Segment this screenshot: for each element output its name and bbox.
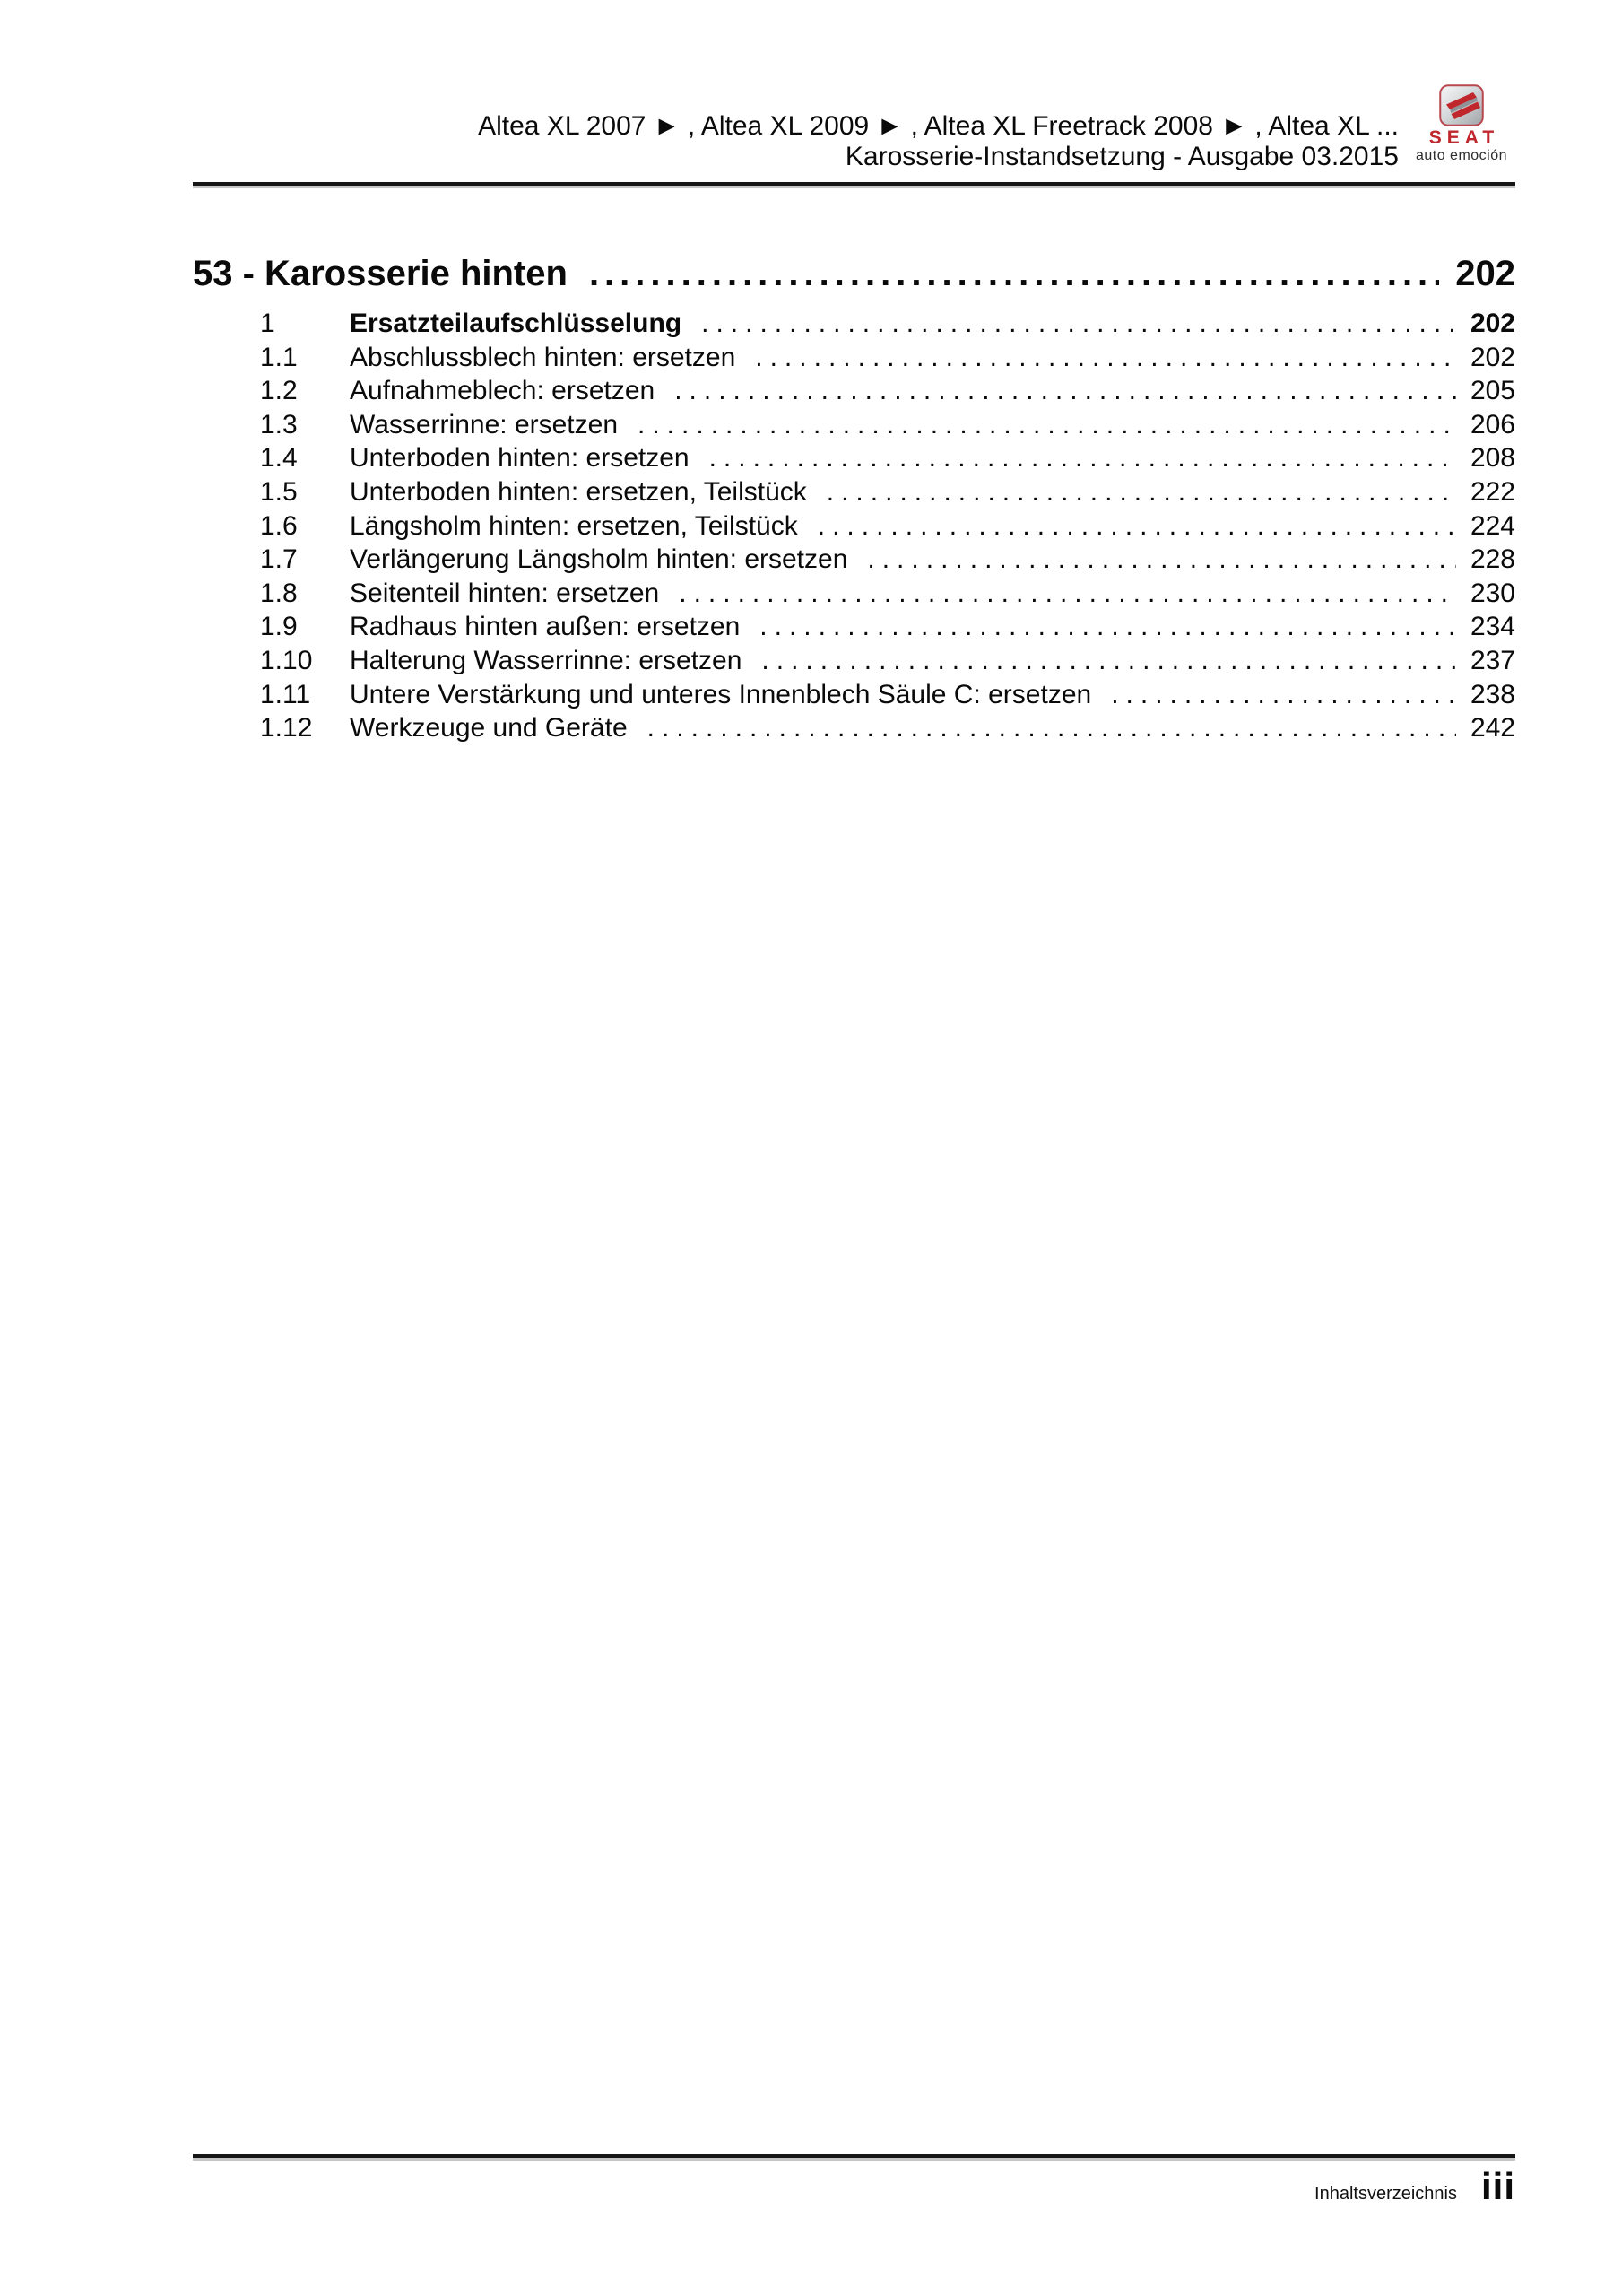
toc-entry-list — [193, 307, 1515, 745]
entry-page-number: 224 — [1470, 510, 1515, 541]
seat-badge-icon — [1439, 84, 1484, 126]
entry-title: Seitenteil hinten: ersetzen — [350, 578, 660, 608]
entry-number: 1.2 — [260, 376, 298, 406]
page-header — [193, 111, 1399, 172]
entry-number: 1 — [260, 309, 275, 338]
entry-title: Verlängerung Längsholm hinten: ersetzen — [350, 544, 848, 575]
entry-number: 1.12 — [260, 713, 313, 744]
dot-leader — [867, 543, 1456, 577]
toc-entry-row[interactable] — [193, 307, 1515, 341]
dot-leader — [761, 644, 1456, 678]
dot-leader — [709, 441, 1456, 475]
footer-page-number: iii — [1480, 2165, 1515, 2207]
entry-number: 1.3 — [260, 409, 298, 439]
page-footer — [193, 2165, 1515, 2208]
entry-number: 1.7 — [260, 544, 298, 575]
entry-title: Unterboden hinten: ersetzen, Teilstück — [350, 476, 807, 507]
entry-title: Radhaus hinten außen: ersetzen — [350, 612, 741, 642]
entry-number: 1.11 — [260, 679, 311, 709]
entry-page-number: 206 — [1470, 409, 1515, 439]
footer-rule — [193, 2154, 1515, 2158]
entry-title: Untere Verstärkung und unteres Innenblech Säule C: ersetzen — [350, 679, 1092, 709]
footer-label: Inhaltsverzeichnis — [1314, 2184, 1457, 2204]
toc-entry-row[interactable] — [193, 374, 1515, 408]
entry-page-number: 228 — [1470, 544, 1515, 575]
entry-number: 1.10 — [260, 645, 313, 675]
dot-leader — [755, 341, 1456, 375]
header-subtitle-line: Karosserie-Instandsetzung - Ausgabe 03.2015 — [845, 142, 1399, 171]
toc-entry-row[interactable] — [193, 509, 1515, 544]
chapter-page-number: 202 — [1455, 254, 1515, 293]
entry-page-number: 202 — [1470, 342, 1515, 372]
dot-leader — [1111, 678, 1456, 712]
entry-number: 1.8 — [260, 578, 298, 608]
toc-entry-row[interactable] — [193, 543, 1515, 577]
entry-page-number: 208 — [1470, 443, 1515, 474]
dot-leader — [818, 509, 1456, 544]
entry-title: Werkzeuge und Geräte — [350, 713, 628, 744]
toc-chapter-row[interactable] — [193, 253, 1515, 294]
entry-title: Unterboden hinten: ersetzen — [350, 443, 690, 474]
chapter-title: 53 - Karosserie hinten — [193, 254, 568, 293]
entry-title: Aufnahmeblech: ersetzen — [350, 376, 655, 406]
toc-entry-row[interactable] — [193, 441, 1515, 475]
dot-leader — [827, 475, 1456, 509]
toc-entry-row[interactable] — [193, 475, 1515, 509]
entry-title: Ersatzteilaufschlüsselung — [350, 309, 682, 338]
toc-entry-row[interactable] — [193, 678, 1515, 712]
entry-number: 1.6 — [260, 510, 298, 541]
entry-title: Abschlussblech hinten: ersetzen — [350, 342, 736, 372]
entry-title: Wasserrinne: ersetzen — [350, 409, 619, 439]
dot-leader — [647, 711, 1456, 745]
dot-leader — [674, 374, 1456, 408]
entry-page-number: 234 — [1470, 612, 1515, 642]
entry-number: 1.1 — [260, 342, 298, 372]
toc-entry-row[interactable] — [193, 341, 1515, 375]
entry-page-number: 238 — [1470, 679, 1515, 709]
table-of-contents — [193, 253, 1515, 745]
entry-title: Längsholm hinten: ersetzen, Teilstück — [350, 510, 798, 541]
entry-number: 1.9 — [260, 612, 298, 642]
entry-number: 1.5 — [260, 476, 298, 507]
entry-page-number: 242 — [1470, 713, 1515, 744]
dot-leader — [589, 253, 1439, 294]
toc-entry-row[interactable] — [193, 711, 1515, 745]
entry-page-number: 230 — [1470, 578, 1515, 608]
toc-entry-row[interactable] — [193, 577, 1515, 611]
header-rule — [193, 182, 1515, 186]
dot-leader — [679, 577, 1456, 611]
toc-entry-row[interactable] — [193, 644, 1515, 678]
seat-logo — [1408, 84, 1515, 164]
entry-page-number: 205 — [1470, 376, 1515, 406]
dot-leader — [759, 610, 1456, 644]
header-models-line: Altea XL 2007 ► , Altea XL 2009 ► , Altea XL Freetrack 2008 ► , Altea XL ... — [478, 111, 1399, 141]
dot-leader — [701, 307, 1456, 341]
toc-entry-row[interactable] — [193, 610, 1515, 644]
entry-page-number: 222 — [1470, 476, 1515, 507]
seat-wordmark: SEAT — [1428, 127, 1500, 148]
entry-page-number: 202 — [1470, 309, 1515, 338]
entry-page-number: 237 — [1470, 645, 1515, 675]
toc-entry-row[interactable] — [193, 408, 1515, 442]
entry-title: Halterung Wasserrinne: ersetzen — [350, 645, 742, 675]
seat-tagline: auto emoción — [1415, 148, 1508, 163]
dot-leader — [638, 408, 1456, 442]
entry-number: 1.4 — [260, 443, 298, 474]
